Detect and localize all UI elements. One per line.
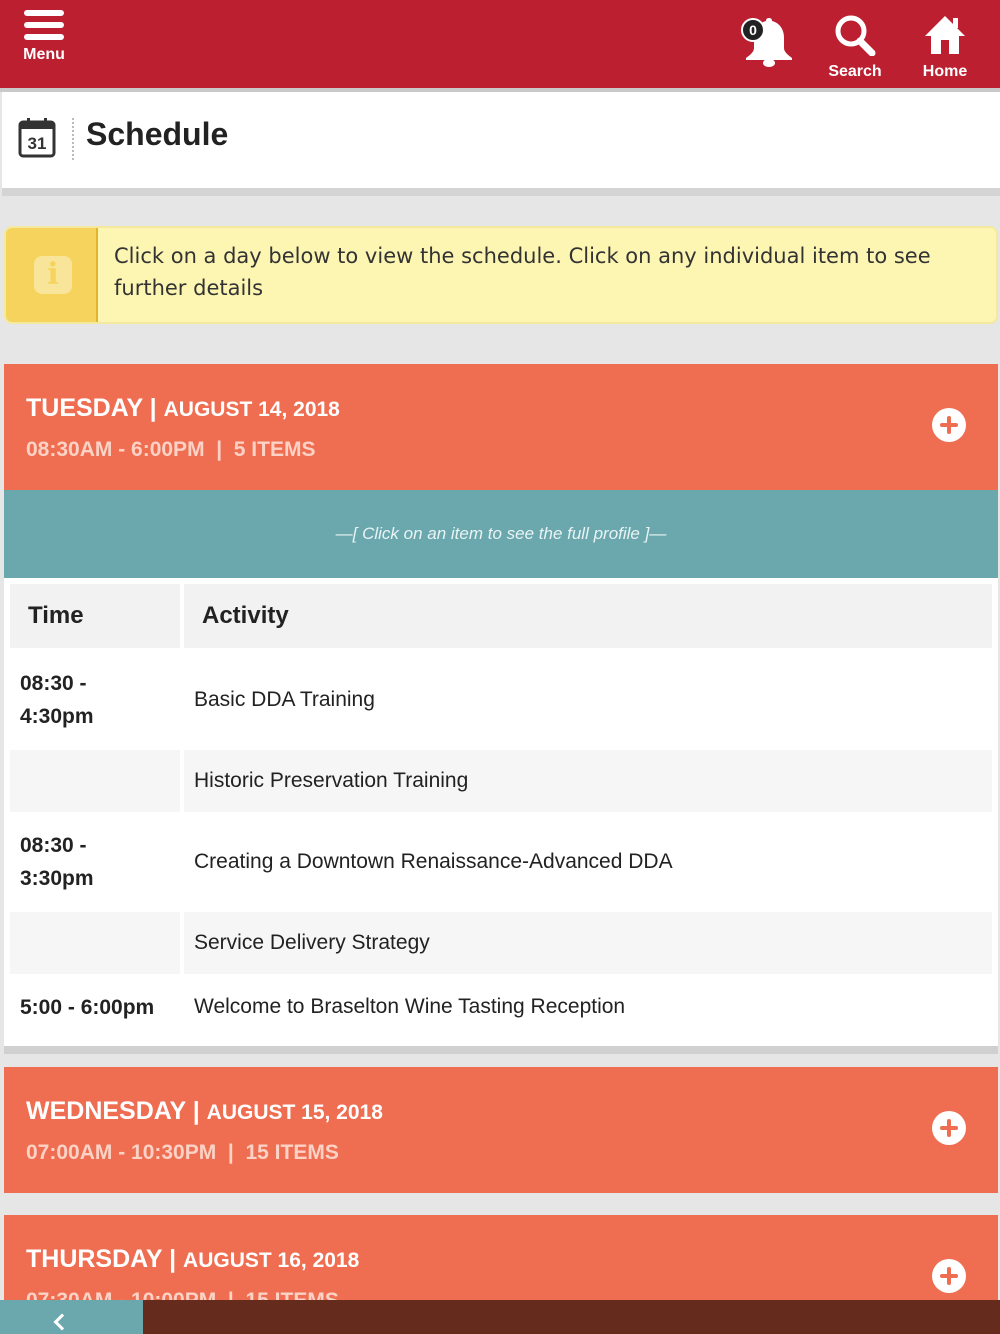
menu-label: Menu bbox=[23, 46, 65, 63]
bottom-bar bbox=[0, 1300, 1000, 1334]
search-label: Search bbox=[828, 63, 882, 80]
search-icon bbox=[833, 14, 877, 56]
top-nav-bar bbox=[0, 0, 1000, 88]
info-icon: i bbox=[34, 256, 72, 294]
back-button[interactable] bbox=[0, 1300, 143, 1334]
chevron-left-icon bbox=[54, 1314, 71, 1331]
day-weekday: TUESDAY bbox=[26, 394, 143, 422]
day-hours: 07:00AM - 10:30PM bbox=[26, 1141, 217, 1164]
day-date: AUGUST 14, 2018 bbox=[163, 398, 340, 421]
day-header-wednesday[interactable] bbox=[4, 1067, 998, 1193]
info-banner-text: Click on a day below to view the schedule. Click on any individual item to see further details bbox=[114, 244, 931, 300]
day-meta: 08:30AM - 6:00PM | 5 ITEMS bbox=[26, 438, 316, 461]
row-activity: Service Delivery Strategy bbox=[184, 912, 992, 974]
row-time: 08:30 - 3:30pm bbox=[20, 834, 94, 890]
day-meta: 07:00AM - 10:30PM | 15 ITEMS bbox=[26, 1141, 339, 1164]
day-weekday: THURSDAY bbox=[26, 1245, 163, 1273]
column-header-activity: Activity bbox=[184, 584, 992, 648]
profile-hint: —[ Click on an item to see the full profile ]— bbox=[4, 490, 998, 578]
expand-plus-icon[interactable] bbox=[932, 1111, 966, 1145]
row-activity: Historic Preservation Training bbox=[184, 750, 992, 812]
expand-plus-icon[interactable] bbox=[932, 1259, 966, 1293]
column-header-time: Time bbox=[10, 584, 180, 648]
day-item-count: 5 ITEMS bbox=[233, 438, 316, 461]
table-row[interactable] bbox=[10, 974, 992, 1040]
info-icon-box bbox=[6, 228, 98, 322]
hamburger-icon bbox=[16, 10, 72, 40]
notifications-button[interactable] bbox=[738, 14, 800, 68]
table-row[interactable] bbox=[10, 750, 992, 812]
home-label: Home bbox=[922, 63, 968, 80]
table-row[interactable] bbox=[10, 912, 992, 974]
day-date: AUGUST 15, 2018 bbox=[206, 1101, 383, 1124]
header-divider bbox=[72, 118, 74, 160]
table-row[interactable] bbox=[10, 650, 992, 750]
home-button[interactable] bbox=[914, 14, 976, 81]
row-time: 08:30 - 4:30pm bbox=[20, 672, 94, 728]
day-hours: 08:30AM - 6:00PM bbox=[26, 438, 205, 461]
svg-text:31: 31 bbox=[27, 134, 47, 153]
row-activity: Creating a Downtown Renaissance-Advanced DDA bbox=[194, 850, 673, 873]
table-shadow bbox=[4, 1046, 998, 1054]
table-row[interactable] bbox=[10, 812, 992, 912]
page-title: Schedule bbox=[86, 116, 229, 152]
row-activity: Basic DDA Training bbox=[194, 688, 375, 711]
day-date: AUGUST 16, 2018 bbox=[183, 1249, 360, 1272]
notification-count-badge: 0 bbox=[741, 18, 765, 42]
menu-button[interactable] bbox=[16, 10, 72, 64]
day-header-tuesday[interactable] bbox=[4, 364, 998, 490]
expand-plus-icon[interactable] bbox=[932, 408, 966, 442]
search-button[interactable] bbox=[822, 14, 888, 81]
day-title: TUESDAY | AUGUST 14, 2018 bbox=[26, 394, 340, 422]
calendar-icon bbox=[18, 116, 58, 163]
day-item-count: 15 ITEMS bbox=[245, 1141, 339, 1164]
info-banner bbox=[4, 226, 998, 324]
row-time bbox=[10, 912, 180, 974]
schedule-table bbox=[4, 578, 998, 1046]
day-title: WEDNESDAY | AUGUST 15, 2018 bbox=[26, 1097, 383, 1125]
row-time bbox=[10, 750, 180, 812]
header-shadow bbox=[2, 188, 1000, 196]
row-activity: Welcome to Braselton Wine Tasting Reception bbox=[194, 995, 626, 1018]
day-weekday: WEDNESDAY bbox=[26, 1097, 186, 1125]
home-icon bbox=[923, 14, 967, 56]
row-time: 5:00 - 6:00pm bbox=[20, 995, 155, 1019]
day-title: THURSDAY | AUGUST 16, 2018 bbox=[26, 1245, 360, 1273]
table-header bbox=[10, 584, 992, 648]
page-header bbox=[2, 92, 1000, 188]
